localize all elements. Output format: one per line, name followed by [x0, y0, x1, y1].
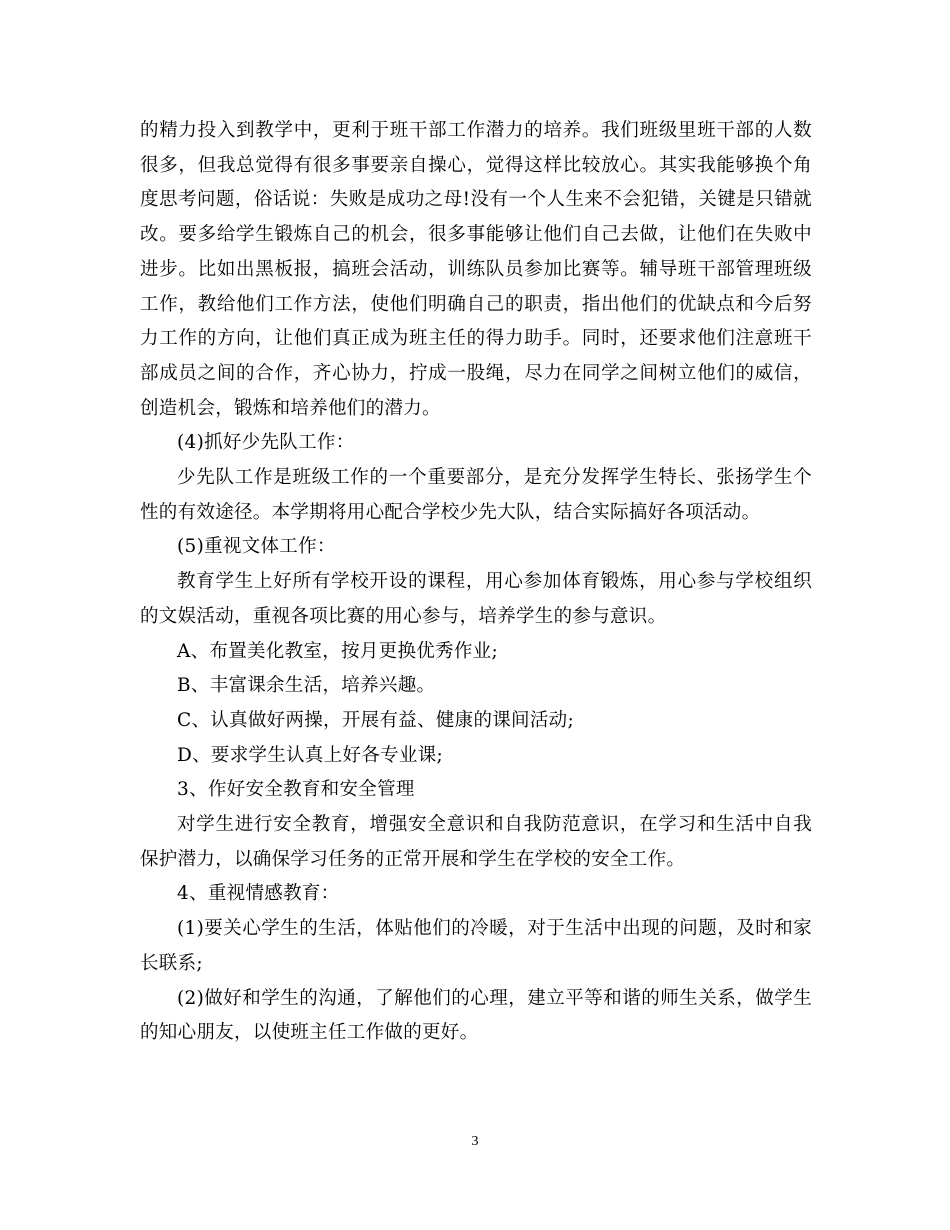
list-item-c: C、认真做好两操，开展有益、健康的课间活动; — [177, 709, 574, 731]
paragraph-continuation: 的精力投入到教学中，更利于班干部工作潜力的培养。我们班级里班干部的人数很多，但我总觉得有很多事要亲自操心，觉得这样比较放心。其实我能够换个角度思考问题，俗话说：失败是成功之母!没有一个人生来不会犯错，关键是只错就改。要多给学生锻炼自己的机会，很多事能够让他们自己去做，让他们在失败中进步。比如出黑板报，搞班会活动，训练队员参加比赛等。辅导班干部管理班级工作，教给他们工作方法，使他们明确自己的职责，指出他们的优缺点和今后努力工作的方向，让他们真正成为班主任的得力助手。同时，还要求他们注意班干部成员之间的合作，齐心协力，拧成一股绳，尽力在同学之间树立他们的威信，创造机会，锻炼和培养他们的潜力。 — [140, 120, 812, 419]
heading-emotional-education: 4、重视情感教育： — [177, 883, 340, 905]
paragraph-young-pioneers: 少先队工作是班级工作的一个重要部分，是充分发挥学生特长、张扬学生个性的有效途径。本学期将用心配合学校少先大队，结合实际搞好各项活动。 — [140, 467, 812, 523]
paragraph-care-students: (1)要关心学生的生活，体贴他们的冷暖，对于生活中出现的问题，及时和家长联系; — [140, 918, 812, 974]
paragraph-communication: (2)做好和学生的沟通，了解他们的心理，建立平等和谐的师生关系，做学生的知心朋友，以使班主任工作做的更好。 — [140, 987, 812, 1044]
heading-young-pioneers: (4)抓好少先队工作： — [177, 432, 355, 454]
paragraph-culture-sports: 教育学生上好所有学校开设的课程，用心参加体育锻炼，用心参与学校组织的文娱活动，重视各项比赛的用心参与，培养学生的参与意识。 — [140, 571, 812, 627]
list-item-b: B、丰富课余生活，培养兴趣。 — [177, 675, 436, 697]
document-body — [140, 114, 812, 1051]
heading-culture-sports: (5)重视文体工作： — [177, 536, 336, 558]
list-item-a: A、布置美化教室，按月更换优秀作业; — [177, 640, 498, 662]
page-number: 3 — [471, 1134, 479, 1149]
list-item-d: D、要求学生认真上好各专业课; — [177, 744, 444, 766]
heading-safety-education: 3、作好安全教育和安全管理 — [177, 779, 415, 801]
paragraph-safety-education: 对学生进行安全教育，增强安全意识和自我防范意识，在学习和生活中自我保护潜力，以确保学习任务的正常开展和学生在学校的安全工作。 — [140, 814, 812, 870]
